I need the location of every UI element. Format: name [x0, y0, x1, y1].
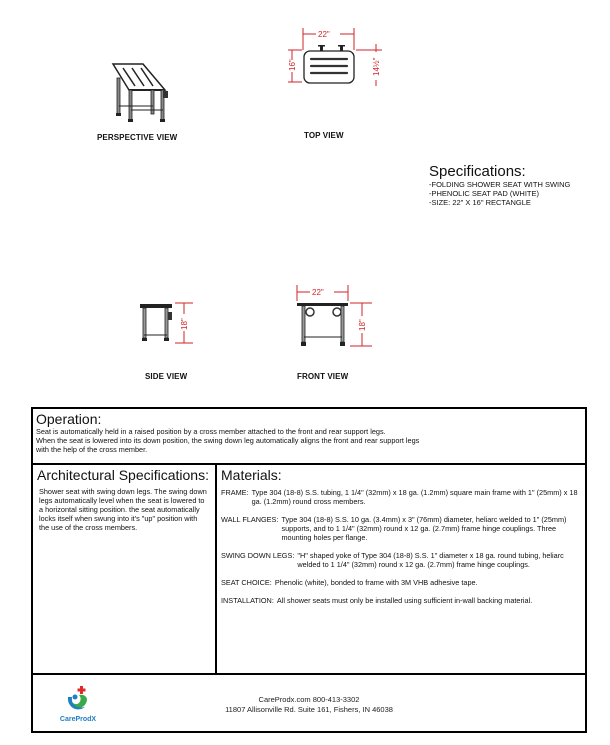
front-width-dim: 22"	[312, 288, 324, 297]
material-text: "H" shaped yoke of Type 304 (18-8) S.S. 1" diameter x 18 ga. round tubing, heliarc welded to 1 1/4" (32mm) round x 12 ga. (2.7mm) frame hinge couplings.	[297, 551, 564, 569]
side-height-dim: 18"	[180, 318, 189, 330]
material-text: Type 304 (18-8) S.S. 10 ga. (3.4mm) x 3" (76mm) diameter, heliarc welded to 1" (25mm) supports, and to 1 1/4" (32mm) round x 12 ga. (2.7mm) frame hinge couplings. Three mounting holes per flange.	[281, 515, 567, 542]
material-text: All shower seats must only be installed using sufficient in-wall backing material.	[276, 596, 533, 605]
architectural-title: Architectural Specifications:	[37, 467, 209, 483]
material-item-swing-down-legs	[221, 551, 581, 569]
operation-line: Seat is automatically held in a raised position by a cross member attached to the front and rear support legs.	[36, 427, 386, 436]
top-depth-dim: 16"	[288, 59, 297, 71]
side-view-drawing	[135, 298, 205, 348]
material-item-seat-choice	[221, 578, 581, 587]
material-item-frame	[221, 488, 581, 506]
logo-text: CareProdX	[59, 716, 97, 723]
operation-panel	[31, 407, 587, 465]
architectural-text: Shower seat with swing down legs. The swing down legs automatically level when the seat is lowered to a horizontal sitting position. the seat automatically locks itself when swung into it's "up" position with the use of the cross members.	[39, 487, 207, 532]
perspective-view-drawing	[105, 58, 175, 128]
front-height-dim: 18"	[358, 319, 367, 331]
materials-panel	[215, 463, 587, 675]
material-label: SWING DOWN LEGS:	[221, 551, 295, 560]
spec-item: -FOLDING SHOWER SEAT WITH SWING	[429, 180, 571, 189]
architectural-specifications-panel	[31, 463, 217, 675]
footer-contact	[33, 695, 585, 715]
material-item-wall-flanges	[221, 515, 581, 542]
spec-item: -SIZE: 22" X 16" RECTANGLE	[429, 198, 531, 207]
specifications-block	[429, 163, 570, 207]
footer-panel	[31, 673, 587, 733]
perspective-view-label: PERSPECTIVE VIEW	[97, 133, 178, 142]
front-view-drawing	[290, 283, 375, 353]
materials-title: Materials:	[221, 467, 282, 483]
material-label: SEAT CHOICE:	[221, 578, 272, 587]
material-text: Phenolic (white), bonded to frame with 3M VHB adhesive tape.	[274, 578, 478, 587]
specifications-title: Specifications:	[429, 163, 526, 180]
operation-title: Operation:	[36, 411, 102, 427]
footer-line-2: 11807 Allisonville Rd. Suite 161, Fishers, IN 46038	[225, 705, 393, 714]
material-label: WALL FLANGES:	[221, 515, 279, 524]
material-item-installation	[221, 596, 581, 605]
footer-line-1: CareProdx.com 800-413-3302	[258, 695, 360, 704]
top-width-dim: 22"	[318, 30, 330, 39]
top-view-label: TOP VIEW	[304, 131, 344, 140]
spec-item: -PHENOLIC SEAT PAD (WHITE)	[429, 189, 540, 198]
side-view-label: SIDE VIEW	[145, 372, 188, 381]
top-view-drawing	[280, 26, 390, 86]
operation-line: with the help of the cross member.	[36, 445, 148, 454]
operation-line: When the seat is lowered into its down position, the swing down leg automatically aligns the front and rear support legs	[36, 436, 420, 445]
front-view-label: FRONT VIEW	[297, 372, 349, 381]
top-depth2-dim: 14½"	[372, 57, 381, 76]
material-text: Type 304 (18-8) S.S. tubing, 1 1/4" (32mm) x 18 ga. (1.2mm) square main frame with 1" (25mm) x 18 ga. (1.2mm) round cross members.	[251, 488, 578, 506]
material-label: INSTALLATION:	[221, 596, 274, 605]
material-label: FRAME:	[221, 488, 249, 497]
